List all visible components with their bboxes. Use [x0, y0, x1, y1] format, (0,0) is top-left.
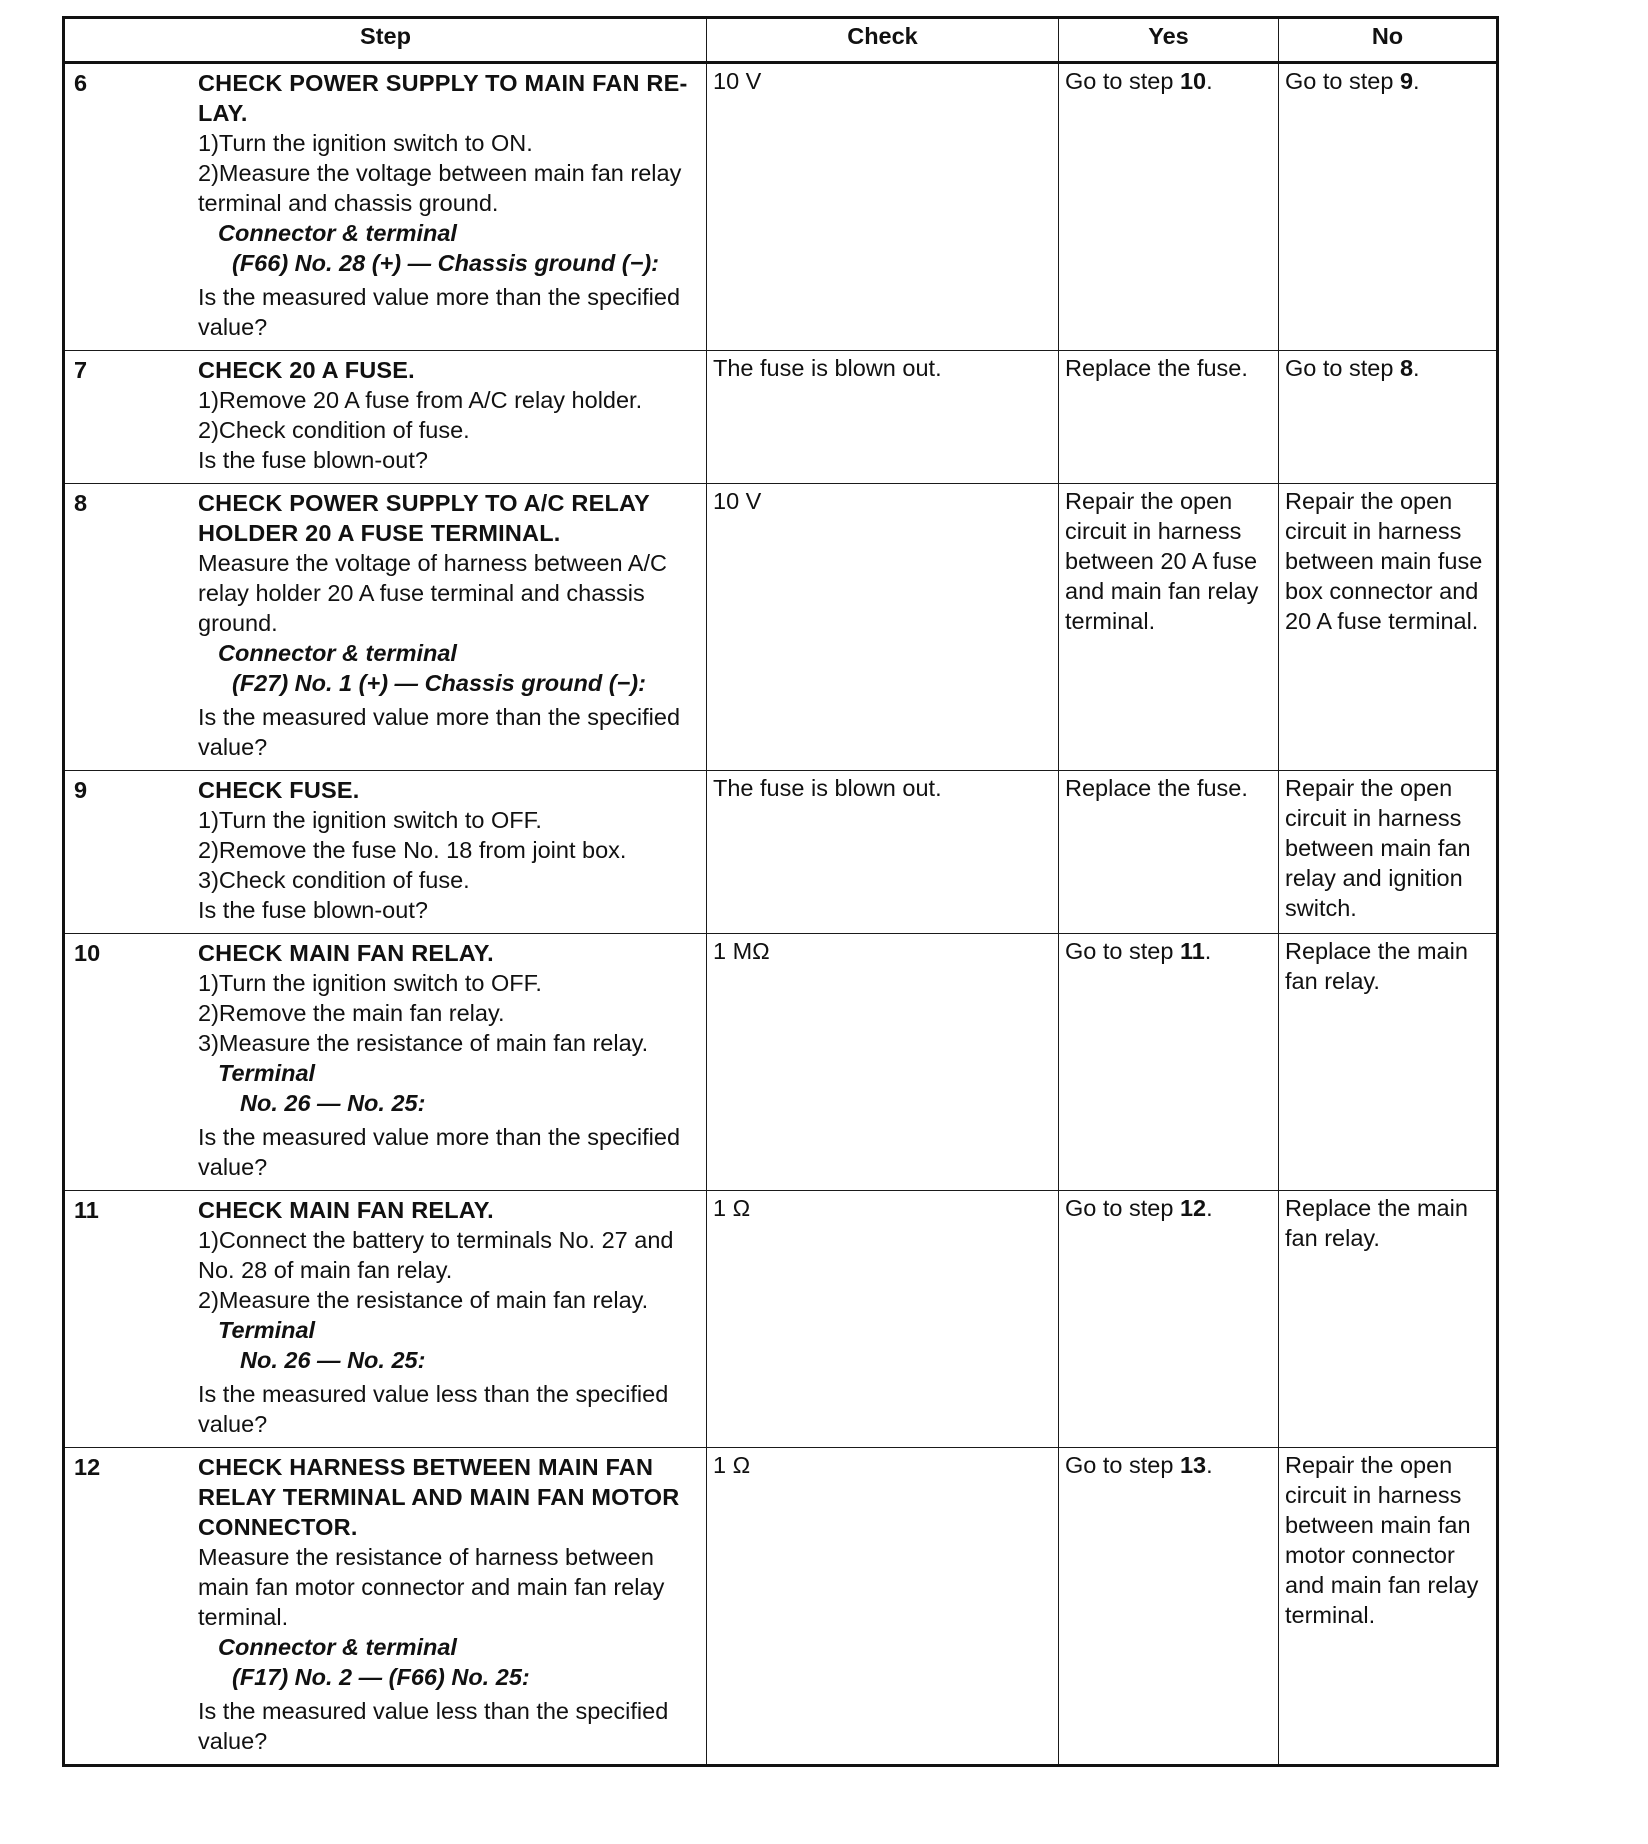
step-instruction: 1)Connect the battery to terminals No. 27 and No. 28 of main fan relay. — [198, 1227, 674, 1283]
step-number: 6 — [74, 70, 88, 96]
step-instruction: 3)Check condition of fuse. — [198, 867, 470, 893]
step-title: CHECK POWER SUPPLY TO MAIN FAN RE-LAY. — [198, 70, 688, 126]
yes-cell: Replace the fuse. — [1059, 351, 1279, 484]
step-number: 7 — [74, 357, 88, 383]
header-yes: Yes — [1059, 18, 1279, 63]
connector-spec: (F27) No. 1 (+) — Chassis ground (−): — [232, 670, 646, 696]
step-instruction: 2)Remove the main fan relay. — [198, 1000, 505, 1026]
step-cell — [64, 351, 707, 484]
check-cell: The fuse is blown out. — [707, 351, 1059, 484]
table-row-step-10 — [64, 934, 1498, 1191]
step-instruction: 1)Remove 20 A fuse from A/C relay holder. — [198, 387, 643, 413]
no-step-link[interactable]: 8 — [1399, 355, 1414, 381]
step-instruction: 2)Measure the voltage between main fan relay terminal and chassis ground. — [198, 160, 682, 216]
terminal-spec: No. 26 — No. 25: — [240, 1347, 426, 1373]
yes-cell — [1059, 934, 1279, 1191]
yes-step-link[interactable]: 10 — [1179, 68, 1207, 94]
step-number: 11 — [74, 1197, 99, 1223]
yes-step-link[interactable]: 12 — [1179, 1195, 1207, 1221]
diagnostic-table — [62, 16, 1499, 1767]
table-row-step-8 — [64, 484, 1498, 771]
step-question: Is the fuse blown-out? — [198, 447, 428, 473]
yes-end: . — [1206, 1452, 1213, 1478]
header-row — [64, 18, 1498, 63]
no-text: Go to step — [1285, 355, 1400, 381]
yes-end: . — [1204, 938, 1212, 964]
header-step: Step — [64, 18, 707, 63]
step-question: Is the measured value more than the specified value? — [198, 284, 681, 340]
step-title: CHECK HARNESS BETWEEN MAIN FAN RELAY TERMINAL AND MAIN FAN MOTOR CONNECTOR. — [198, 1454, 680, 1540]
yes-step-link[interactable]: 11 — [1179, 938, 1205, 964]
step-title: CHECK FUSE. — [198, 777, 360, 803]
step-number: 9 — [74, 777, 88, 803]
connector-caption: Connector & terminal — [218, 220, 457, 246]
step-cell — [64, 1191, 707, 1448]
step-number: 12 — [74, 1454, 101, 1480]
table-row-step-6 — [64, 63, 1498, 351]
step-cell — [64, 934, 707, 1191]
no-cell — [1279, 63, 1498, 351]
check-cell: 1 Ω — [707, 1191, 1059, 1448]
step-instruction: 2)Check condition of fuse. — [198, 417, 470, 443]
step-question: Is the fuse blown-out? — [198, 897, 428, 923]
yes-cell: Replace the fuse. — [1059, 771, 1279, 934]
step-instruction: 2)Remove the fuse No. 18 from joint box. — [198, 837, 627, 863]
yes-cell — [1059, 1448, 1279, 1766]
yes-step-link[interactable]: 13 — [1179, 1452, 1207, 1478]
yes-cell — [1059, 63, 1279, 351]
step-instruction: Measure the resistance of harness between main fan motor connector and main fan relay terminal. — [198, 1544, 665, 1630]
header-check: Check — [707, 18, 1059, 63]
step-number: 10 — [74, 940, 101, 966]
step-question: Is the measured value less than the specified value? — [198, 1698, 669, 1754]
check-cell: 10 V — [707, 484, 1059, 771]
yes-text: Go to step — [1065, 938, 1180, 964]
no-end: . — [1413, 355, 1420, 381]
no-cell: Replace the main fan relay. — [1279, 1191, 1498, 1448]
yes-end: . — [1206, 1195, 1213, 1221]
step-cell — [64, 63, 707, 351]
step-question: Is the measured value more than the specified value? — [198, 704, 681, 760]
table-row-step-11 — [64, 1191, 1498, 1448]
step-instruction: 2)Measure the resistance of main fan relay. — [198, 1287, 649, 1313]
connector-caption: Connector & terminal — [218, 1634, 457, 1660]
table-row-step-7 — [64, 351, 1498, 484]
no-cell: Repair the open circuit in harness between main fan motor connector and main fan relay terminal. — [1279, 1448, 1498, 1766]
terminal-caption: Terminal — [218, 1317, 316, 1343]
yes-text: Go to step — [1065, 68, 1180, 94]
step-title: CHECK MAIN FAN RELAY. — [198, 1197, 494, 1223]
step-number: 8 — [74, 490, 88, 516]
step-title: CHECK MAIN FAN RELAY. — [198, 940, 494, 966]
yes-end: . — [1206, 68, 1213, 94]
yes-cell: Repair the open circuit in harness between 20 A fuse and main fan relay terminal. — [1059, 484, 1279, 771]
step-instruction: 1)Turn the ignition switch to OFF. — [198, 970, 542, 996]
terminal-spec: No. 26 — No. 25: — [240, 1090, 426, 1116]
step-question: Is the measured value more than the specified value? — [198, 1124, 681, 1180]
step-instruction: Measure the voltage of harness between A/C relay holder 20 A fuse terminal and chassis ground. — [198, 550, 667, 636]
no-text: Go to step — [1285, 68, 1400, 94]
step-question: Is the measured value less than the specified value? — [198, 1381, 669, 1437]
yes-cell — [1059, 1191, 1279, 1448]
check-cell: The fuse is blown out. — [707, 771, 1059, 934]
check-cell: 1 Ω — [707, 1448, 1059, 1766]
step-instruction: 1)Turn the ignition switch to OFF. — [198, 807, 542, 833]
check-cell: 10 V — [707, 63, 1059, 351]
no-step-link[interactable]: 9 — [1399, 68, 1414, 94]
step-cell — [64, 771, 707, 934]
table-row-step-9 — [64, 771, 1498, 934]
table-row-step-12 — [64, 1448, 1498, 1766]
terminal-caption: Terminal — [218, 1060, 316, 1086]
no-cell: Replace the main fan relay. — [1279, 934, 1498, 1191]
yes-text: Go to step — [1065, 1452, 1180, 1478]
step-instruction: 3)Measure the resistance of main fan relay. — [198, 1030, 649, 1056]
step-instruction: 1)Turn the ignition switch to ON. — [198, 130, 533, 156]
no-cell — [1279, 351, 1498, 484]
step-title: CHECK POWER SUPPLY TO A/C RELAY HOLDER 20 A FUSE TERMINAL. — [198, 490, 650, 546]
connector-caption: Connector & terminal — [218, 640, 457, 666]
header-no: No — [1279, 18, 1498, 63]
no-cell: Repair the open circuit in harness between main fuse box connector and 20 A fuse terminal. — [1279, 484, 1498, 771]
no-cell: Repair the open circuit in harness between main fan relay and ignition switch. — [1279, 771, 1498, 934]
step-title: CHECK 20 A FUSE. — [198, 357, 415, 383]
connector-spec: (F66) No. 28 (+) — Chassis ground (−): — [232, 250, 659, 276]
step-cell — [64, 1448, 707, 1766]
no-end: . — [1413, 68, 1420, 94]
step-cell — [64, 484, 707, 771]
connector-spec: (F17) No. 2 — (F66) No. 25: — [232, 1664, 530, 1690]
yes-text: Go to step — [1065, 1195, 1180, 1221]
check-cell: 1 MΩ — [707, 934, 1059, 1191]
